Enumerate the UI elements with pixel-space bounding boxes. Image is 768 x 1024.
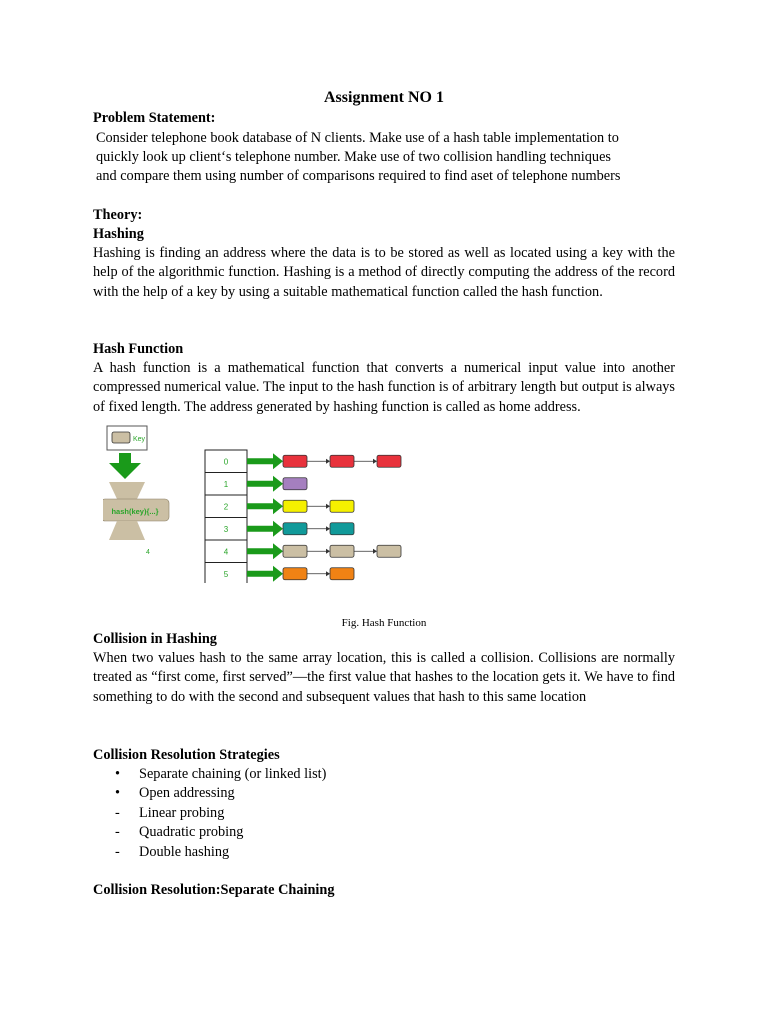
problem-statement-line-3: and compare them using number of comparisons required to find aset of telephone numbers <box>96 168 621 184</box>
list-item-text: Quadratic probing <box>139 824 244 841</box>
list-item-text: Open addressing <box>139 785 235 802</box>
slot-arrow-head-icon <box>273 476 283 492</box>
chain-node <box>283 455 307 467</box>
hash-table-slot-index: 2 <box>223 502 229 512</box>
hash-table-slot-index: 4 <box>223 547 229 557</box>
chain-link-arrow-icon <box>326 571 330 576</box>
chain-node <box>283 568 307 580</box>
slot-arrow-head-icon <box>273 521 283 537</box>
strategies-list <box>93 765 675 862</box>
chain-node <box>283 478 307 490</box>
theory-heading: Theory: <box>93 207 143 223</box>
hashing-heading: Hashing <box>93 226 144 242</box>
slot-arrow-shaft <box>247 571 273 577</box>
chain-node <box>330 455 354 467</box>
hash-table-slot-index: 1 <box>223 479 229 489</box>
chain-node <box>283 545 307 557</box>
problem-statement-line-1: Consider telephone book database of N clients. Make use of a hash table implementation to <box>96 130 619 146</box>
chain-node <box>330 568 354 580</box>
chain-link-arrow-icon <box>326 504 330 509</box>
list-marker: - <box>115 804 120 821</box>
slot-arrow-shaft <box>247 503 273 509</box>
chain-link-arrow-icon <box>373 549 377 554</box>
collision-heading: Collision in Hashing <box>93 631 217 647</box>
slot-arrow-head-icon <box>273 453 283 469</box>
problem-statement-heading: Problem Statement: <box>93 110 216 126</box>
hash-function-diagram <box>103 423 403 583</box>
chain-link-arrow-icon <box>326 526 330 531</box>
hash-function-heading: Hash Function <box>93 341 184 357</box>
hash-table-slot-index: 0 <box>223 457 229 467</box>
chain-node <box>330 523 354 535</box>
key-node <box>112 432 130 443</box>
slot-arrow-head-icon <box>273 543 283 559</box>
collision-paragraph: When two values hash to the same array location, this is called a collision. Collisions are normally treated as “first come, first served”—the first value that hashes to the location gets it. We have to find something to do with the second and subsequent values that hash to this same location <box>93 650 675 705</box>
problem-statement-line-2: quickly look up client‘s telephone number. Make use of two collision handling techniques <box>96 149 611 165</box>
list-item-text: Double hashing <box>139 843 230 860</box>
list-marker: - <box>115 843 120 860</box>
list-marker: - <box>115 824 120 841</box>
chain-node <box>283 523 307 535</box>
slot-arrow-head-icon <box>273 498 283 514</box>
hash-label: hash(key){...} <box>111 507 159 516</box>
chain-node <box>283 500 307 512</box>
list-marker: • <box>115 766 121 782</box>
hash-function-paragraph: A hash function is a mathematical function that converts a numerical input value into another compressed numerical value. The input to the hash function is of arbitrary length but output is always of fixed length. The address generated by hashing function is called as home address. <box>93 360 675 415</box>
list-item <box>93 765 675 784</box>
chain-node <box>377 455 401 467</box>
slot-arrow-head-icon <box>273 566 283 582</box>
down-arrow-icon <box>109 453 141 479</box>
list-marker: • <box>115 785 121 802</box>
key-label: Key <box>133 436 146 443</box>
separate-chaining-heading: Collision Resolution:Separate Chaining <box>93 882 335 898</box>
document-title: Assignment NO 1 <box>323 89 444 106</box>
chain-node <box>377 545 401 557</box>
slot-arrow-shaft <box>247 458 273 464</box>
hash-funnel-bottom <box>109 521 145 540</box>
list-item <box>93 804 675 823</box>
strategies-heading: Collision Resolution Strategies <box>93 747 280 763</box>
hash-table-slot-index: 3 <box>223 524 229 534</box>
chain-link-arrow-icon <box>373 459 377 464</box>
hash-funnel-top <box>109 482 145 499</box>
slot-arrow-shaft <box>247 548 273 554</box>
chain-node <box>330 545 354 557</box>
chain-link-arrow-icon <box>326 549 330 554</box>
list-item <box>93 823 675 842</box>
list-item-text: Separate chaining (or linked list) <box>139 766 327 782</box>
hash-output-label: 4 <box>146 549 150 556</box>
slot-arrow-shaft <box>247 526 273 532</box>
chain-node <box>330 500 354 512</box>
list-item-text: Linear probing <box>139 804 225 821</box>
list-item <box>93 843 675 862</box>
chain-link-arrow-icon <box>326 459 330 464</box>
hash-table-slot-index: 5 <box>223 569 229 579</box>
slot-arrow-shaft <box>247 481 273 487</box>
list-item <box>93 784 675 803</box>
hash-table <box>205 450 401 583</box>
hashing-paragraph: Hashing is finding an address where the data is to be stored as well as located using a key with the help of the algorithmic function. Hashing is a method of directly computing the address of the record with the help of a key by using a suitable mathematical function called the hash function. <box>93 245 675 300</box>
figure-caption: Fig. Hash Function <box>341 617 427 629</box>
